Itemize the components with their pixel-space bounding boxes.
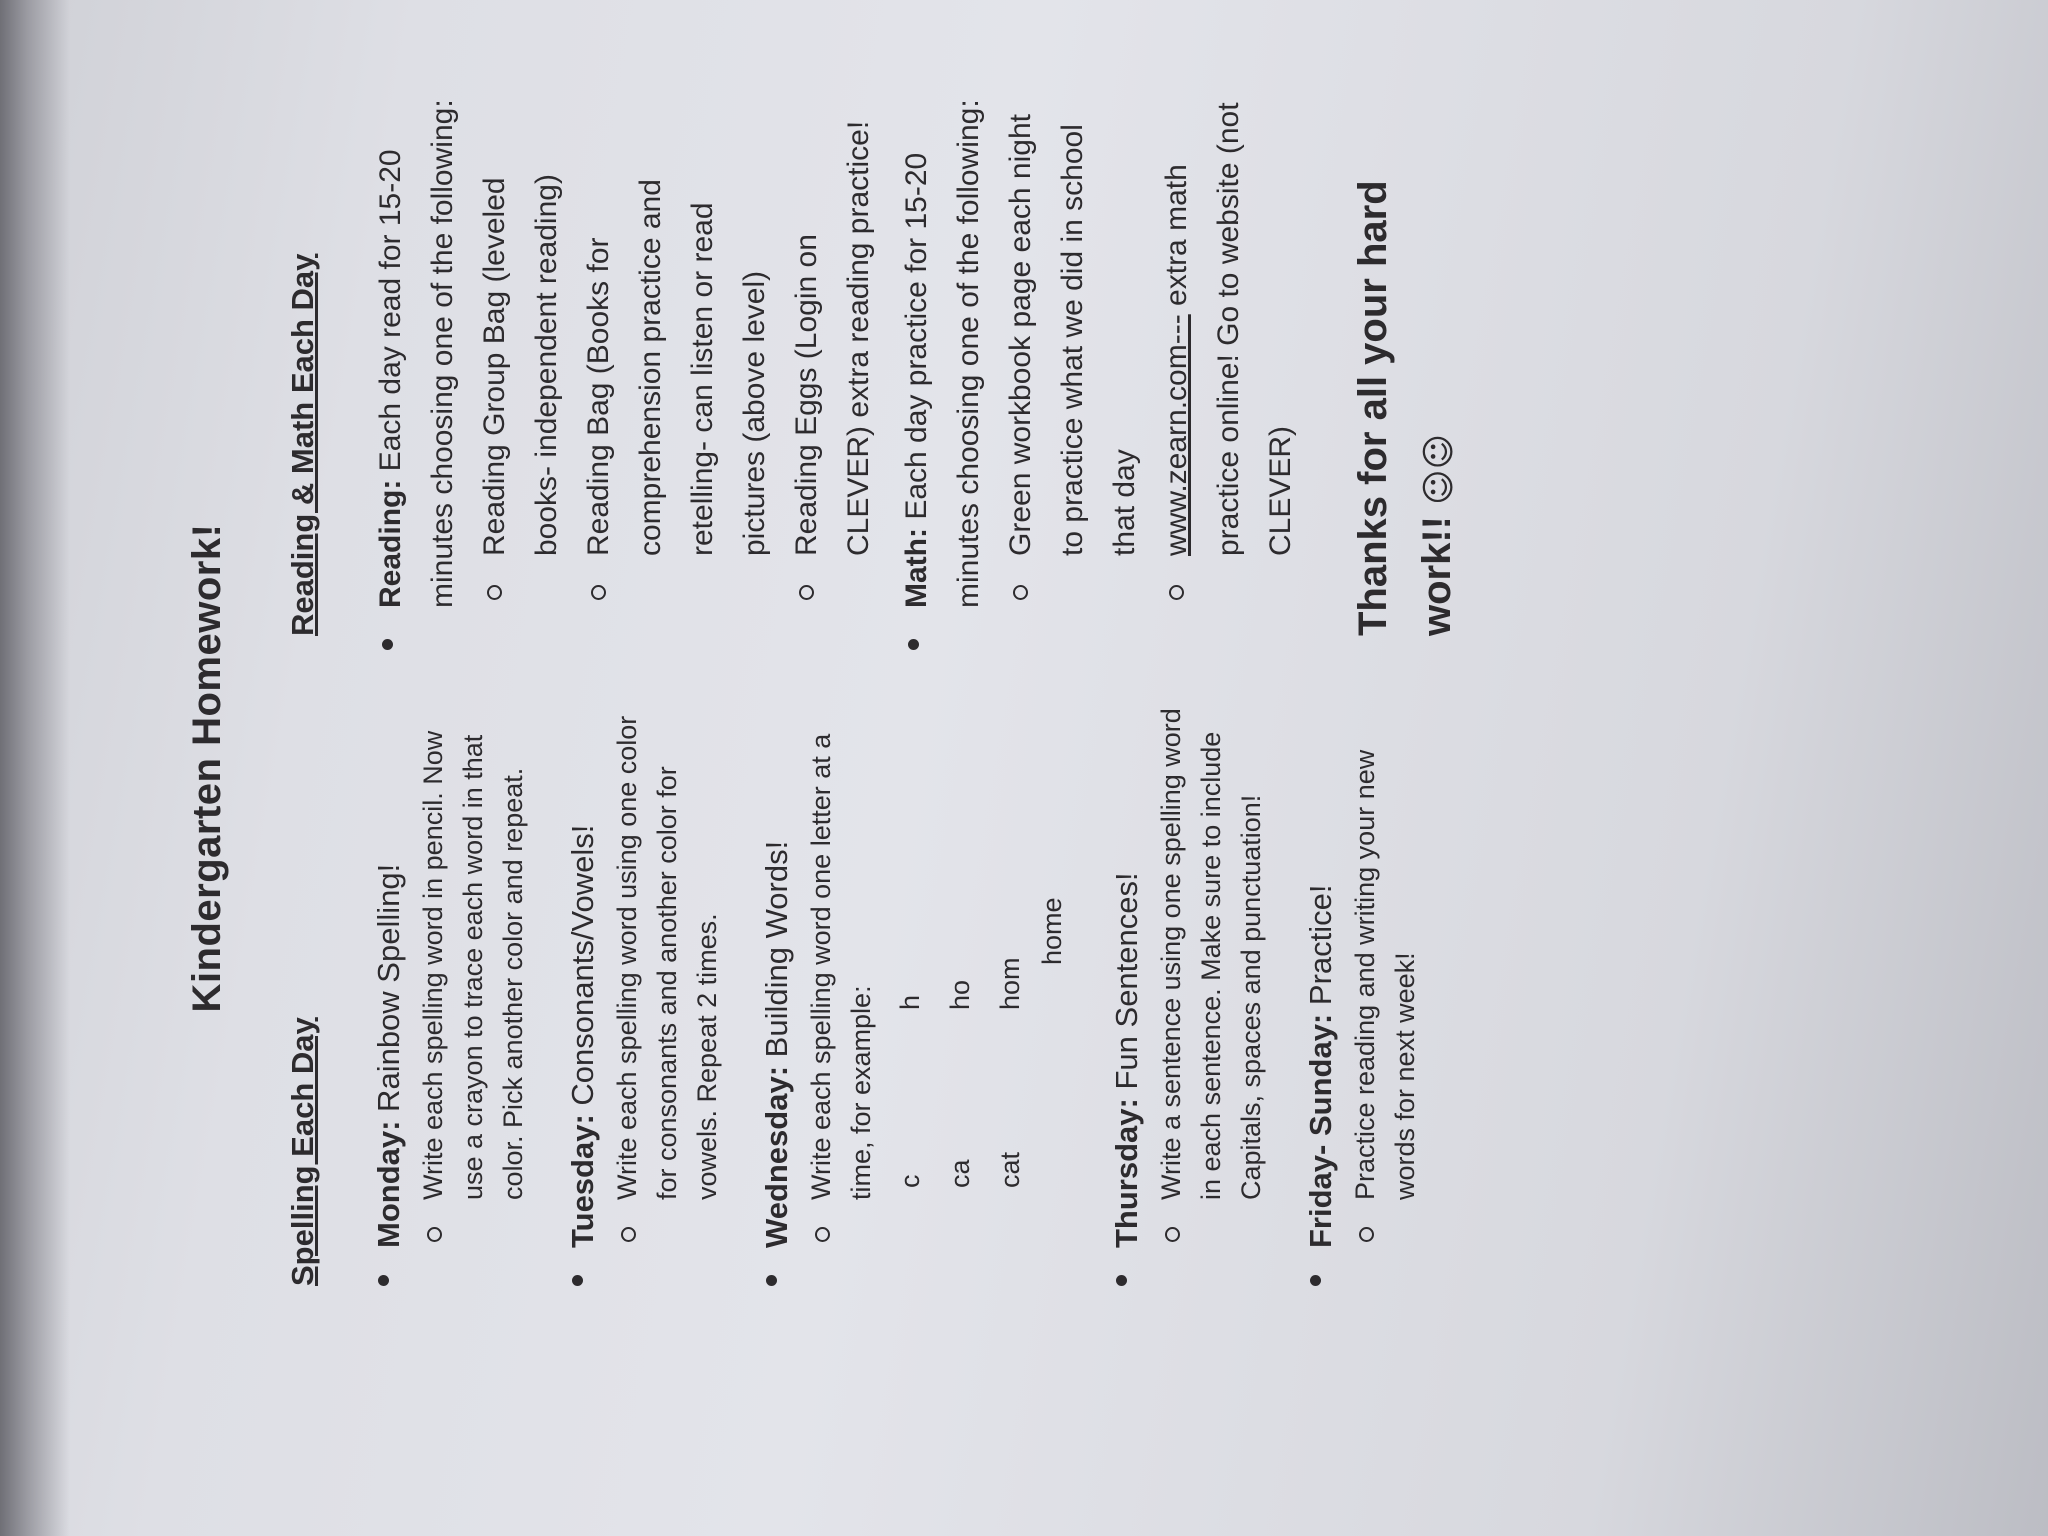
thursday-label: Thursday:	[1109, 1098, 1144, 1248]
circle-bullet-icon	[1169, 585, 1184, 600]
monday-heading	[365, 686, 413, 1248]
tuesday-label: Tuesday:	[565, 1114, 600, 1248]
weekend-heading	[1297, 686, 1345, 1248]
bullet-icon	[1116, 1275, 1127, 1286]
circle-bullet-icon	[591, 585, 606, 600]
math-item	[891, 96, 1307, 656]
reading-math-heading: Reading & Math Each Day	[285, 253, 320, 636]
bullet-icon	[572, 1275, 583, 1286]
monday-detail-item	[413, 686, 533, 1248]
bullet-icon	[382, 639, 393, 650]
circle-bullet-icon	[621, 1227, 636, 1242]
monday-item	[365, 686, 533, 1286]
tuesday-heading	[559, 686, 607, 1248]
circle-bullet-icon	[815, 1227, 830, 1242]
math-text: Each day practice for 15-20 minutes choosing one of the following:	[900, 99, 985, 608]
example-word-step: hom	[995, 957, 1025, 1010]
math-option	[1151, 96, 1307, 608]
math-heading	[891, 96, 995, 608]
math-option	[995, 96, 1151, 608]
reading-option-text: Reading Bag (Books for comprehension practice and retelling- can listen or read pictures (above level)	[582, 179, 771, 556]
thursday-title: Fun Sentences!	[1109, 872, 1144, 1090]
reading-option	[573, 96, 781, 608]
example-word-step: ca	[945, 1159, 975, 1188]
wednesday-title: Building Words!	[759, 840, 794, 1058]
bullet-icon	[908, 639, 919, 650]
circle-bullet-icon	[1165, 1227, 1180, 1242]
monday-label: Monday:	[371, 1120, 406, 1248]
math-option-text: Green workbook page each night to practice what we did in school that day	[1004, 114, 1141, 556]
reading-option	[781, 96, 885, 608]
wednesday-label: Wednesday:	[759, 1065, 794, 1248]
weekend-item	[1297, 686, 1425, 1286]
tuesday-item	[559, 686, 727, 1286]
tuesday-title: Consonants/Vowels!	[565, 824, 600, 1106]
weekend-detail: Practice reading and writing your new words for next week!	[1350, 749, 1420, 1200]
tuesday-detail-item	[607, 686, 727, 1248]
monday-title: Rainbow Spelling!	[371, 863, 406, 1112]
bullet-icon	[766, 1275, 777, 1286]
example-word-step: h	[895, 994, 925, 1010]
example-word-step: cat	[995, 1151, 1025, 1188]
wednesday-detail: Write each spelling word one letter at a time, for example:	[806, 733, 876, 1200]
monday-detail: Write each spelling word in pencil. Now use a crayon to trace each word in that color. Pick another color and repeat.	[418, 730, 528, 1200]
reading-item	[365, 96, 885, 656]
circle-bullet-icon	[487, 585, 502, 600]
wednesday-heading	[753, 686, 801, 1248]
reading-option-text: Reading Eggs (Login on CLEVER) extra reading practice!	[790, 120, 875, 556]
circle-bullet-icon	[427, 1227, 442, 1242]
spelling-column	[285, 686, 1451, 1286]
thursday-detail: Write a sentence using one spelling word in each sentence. Make sure to include Capitals, spaces and punctuation!	[1156, 708, 1266, 1200]
example-word-step: c	[895, 1174, 925, 1188]
reading-option-text: Reading Group Bag (leveled books- independent reading)	[478, 174, 563, 556]
reading-math-column	[285, 96, 1471, 656]
example-word-step: home	[1037, 897, 1067, 965]
circle-bullet-icon	[1359, 1227, 1374, 1242]
wednesday-detail-item	[801, 686, 881, 1248]
circle-bullet-icon	[1013, 585, 1028, 600]
thursday-detail-item	[1151, 686, 1271, 1248]
word-building-example	[887, 686, 1077, 1200]
page-title: Kindergarten Homework!	[185, 523, 229, 1013]
circle-bullet-icon	[799, 585, 814, 600]
zearn-text: extra math practice online! Go to website (not CLEVER)	[1160, 102, 1297, 556]
thursday-heading	[1103, 686, 1151, 1248]
reading-option	[469, 96, 573, 608]
bullet-icon	[1310, 1275, 1321, 1286]
weekend-label: Friday- Sunday:	[1303, 1013, 1338, 1248]
zearn-option	[1151, 96, 1307, 556]
example-word-step: ho	[945, 979, 975, 1010]
bullet-icon	[378, 1275, 389, 1286]
thanks-message	[1341, 96, 1471, 656]
math-label: Math:	[900, 528, 933, 608]
zearn-link[interactable]: www.zearn.com---	[1160, 314, 1193, 556]
wednesday-item	[753, 686, 1077, 1286]
tuesday-detail: Write each spelling word using one color for consonants and another color for vowels. Repeat 2 times.	[612, 715, 722, 1200]
weekend-detail-item	[1345, 686, 1425, 1248]
thursday-item	[1103, 686, 1271, 1286]
thanks-text: Thanks for all your hard work!!	[1351, 180, 1459, 636]
reading-label: Reading:	[374, 479, 407, 608]
spelling-heading: Spelling Each Day	[285, 1017, 320, 1286]
weekend-title: Practice!	[1303, 884, 1338, 1006]
reading-text: Each day read for 15-20 minutes choosing one of the following:	[374, 99, 459, 608]
reading-heading	[365, 96, 469, 608]
smiley-icon: ☺☺	[1419, 433, 1459, 505]
